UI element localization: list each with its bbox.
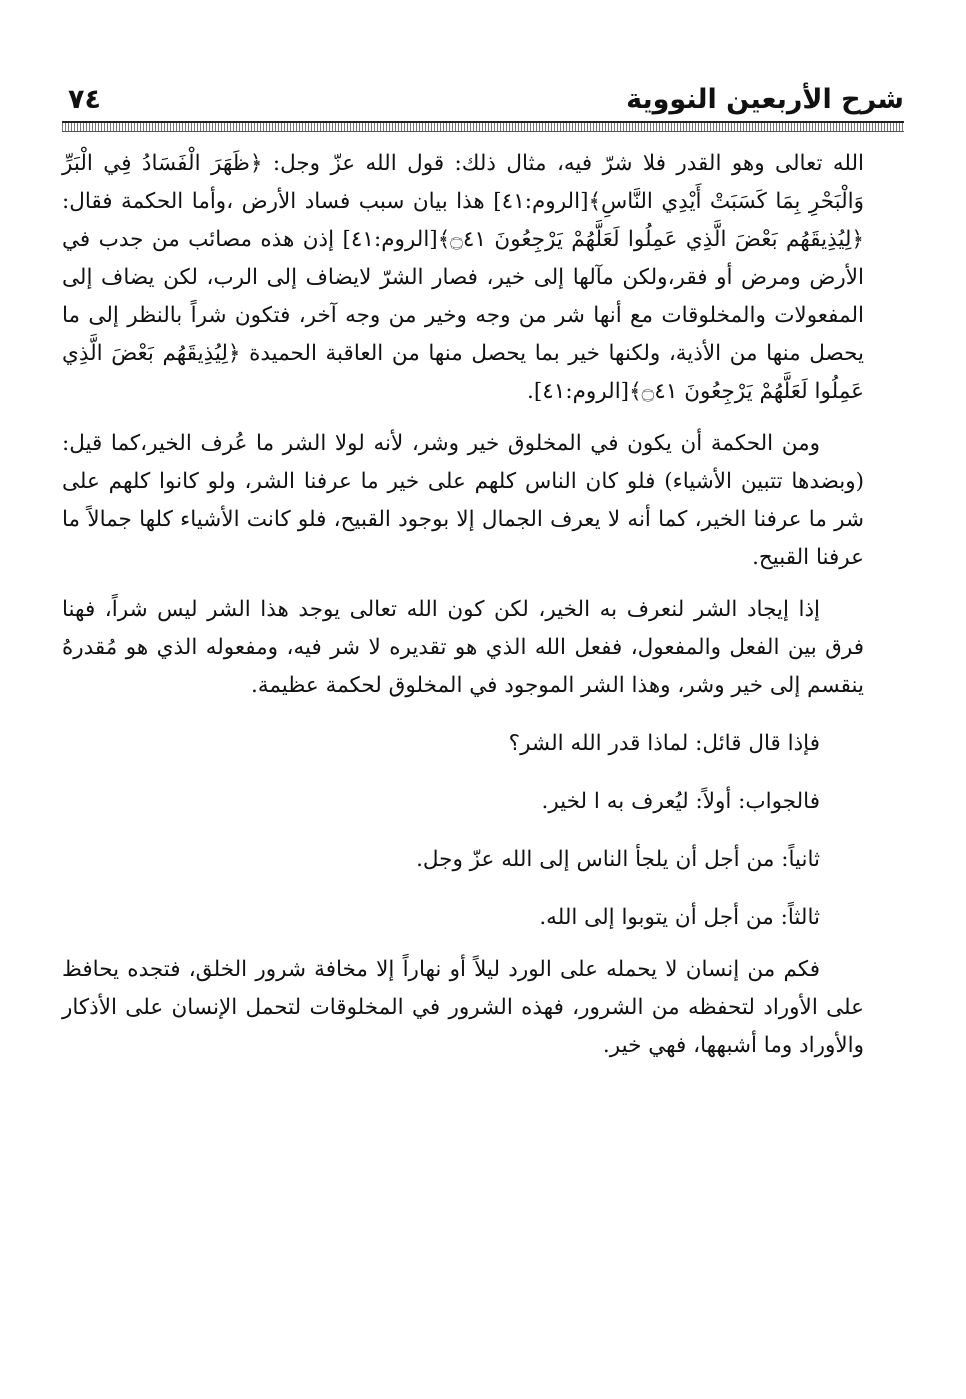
answer-first: فالجواب: أولاً: ليُعرف به ا لخير. — [541, 789, 820, 814]
answer-third: ثالثاً: من أجل أن يتوبوا إلى الله. — [539, 905, 820, 930]
running-title: شرح الأربعين النووية — [626, 84, 904, 115]
paragraph-creation-of-evil: إذا إيجاد الشر لنعرف به الخير، لكن كون الله تعالى يوجد هذا الشر ليس شراً، فهنا فرق بين الفعل والمفعول، ففعل الله الذي هو تقديره لا شر فيه، ومفعوله الذي هو مُقدرهُ ينقسم إلى خير وشر، وهذا الشر الموجود في المخلوق لحكمة عظيمة. — [62, 597, 864, 698]
paragraph-conclusion: فكم من إنسان لا يحمله على الورد ليلاً أو نهاراً إلا مخافة شرور الخلق، فتجده يحافظ على الأوراد لتحفظه من الشرور، فهذه الشرور في المخلوقات لتحمل الإنسان على الأذكار والأوراد وما أشبهها، فهي خير. — [62, 957, 864, 1058]
page-number: ٧٤ — [68, 84, 101, 115]
page-header — [62, 82, 904, 122]
question-line: فإذا قال قائل: لماذا قدر الله الشر؟ — [508, 731, 820, 756]
header-divider — [62, 121, 904, 132]
paragraph-wisdom: ومن الحكمة أن يكون في المخلوق خير وشر، لأنه لولا الشر ما عُرف الخير،كما قيل: (وبضدها تتبين الأشياء) فلو كان الناس كلهم على خير ما عرفنا الشر، ولو كانوا كلهم على شر ما عرفنا الخير، كما أنه لا يعرف الجمال إلا بوجود القبيح، فلو كانت الأشياء كلها جمالاً ما عرفنا القبيح. — [62, 431, 864, 570]
answer-second: ثانياً: من أجل أن يلجأ الناس إلى الله عزّ وجل. — [416, 847, 820, 872]
page-body — [62, 145, 864, 1079]
paragraph-continued: الله تعالى وهو القدر فلا شرّ فيه، مثال ذلك: قول الله عزّ وجل: ﴿ظَهَرَ الْفَسَادُ فِي الْبَرِّ وَالْبَحْرِ بِمَا كَسَبَتْ أَيْدِي النَّاسِ﴾[الروم:٤١] هذا بيان سبب فساد الأرض ،وأما الحكمة فقال: ﴿لِيُذِيقَهُم بَعْضَ الَّذِي عَمِلُوا لَعَلَّهُمْ يَرْجِعُونَ ۝٤١﴾[الروم:٤١] إذن هذه مصائب من جدب في الأرض ومرض أو فقر،ولكن مآلها إلى خير، فصار الشرّ لايضاف إلى الرب، لكن يضاف إلى المفعولات والمخلوقات مع أنها شر من وجه وخير من وجه آخر، فتكون شراً بالنظر إلى ما يحصل منها من الأذية، ولكنها خير بما يحصل منها من العاقبة الحميدة ﴿لِيُذِيقَهُم بَعْضَ الَّذِي عَمِلُوا لَعَلَّهُمْ يَرْجِعُونَ ۝٤١﴾[الروم:٤١]. — [62, 151, 864, 404]
